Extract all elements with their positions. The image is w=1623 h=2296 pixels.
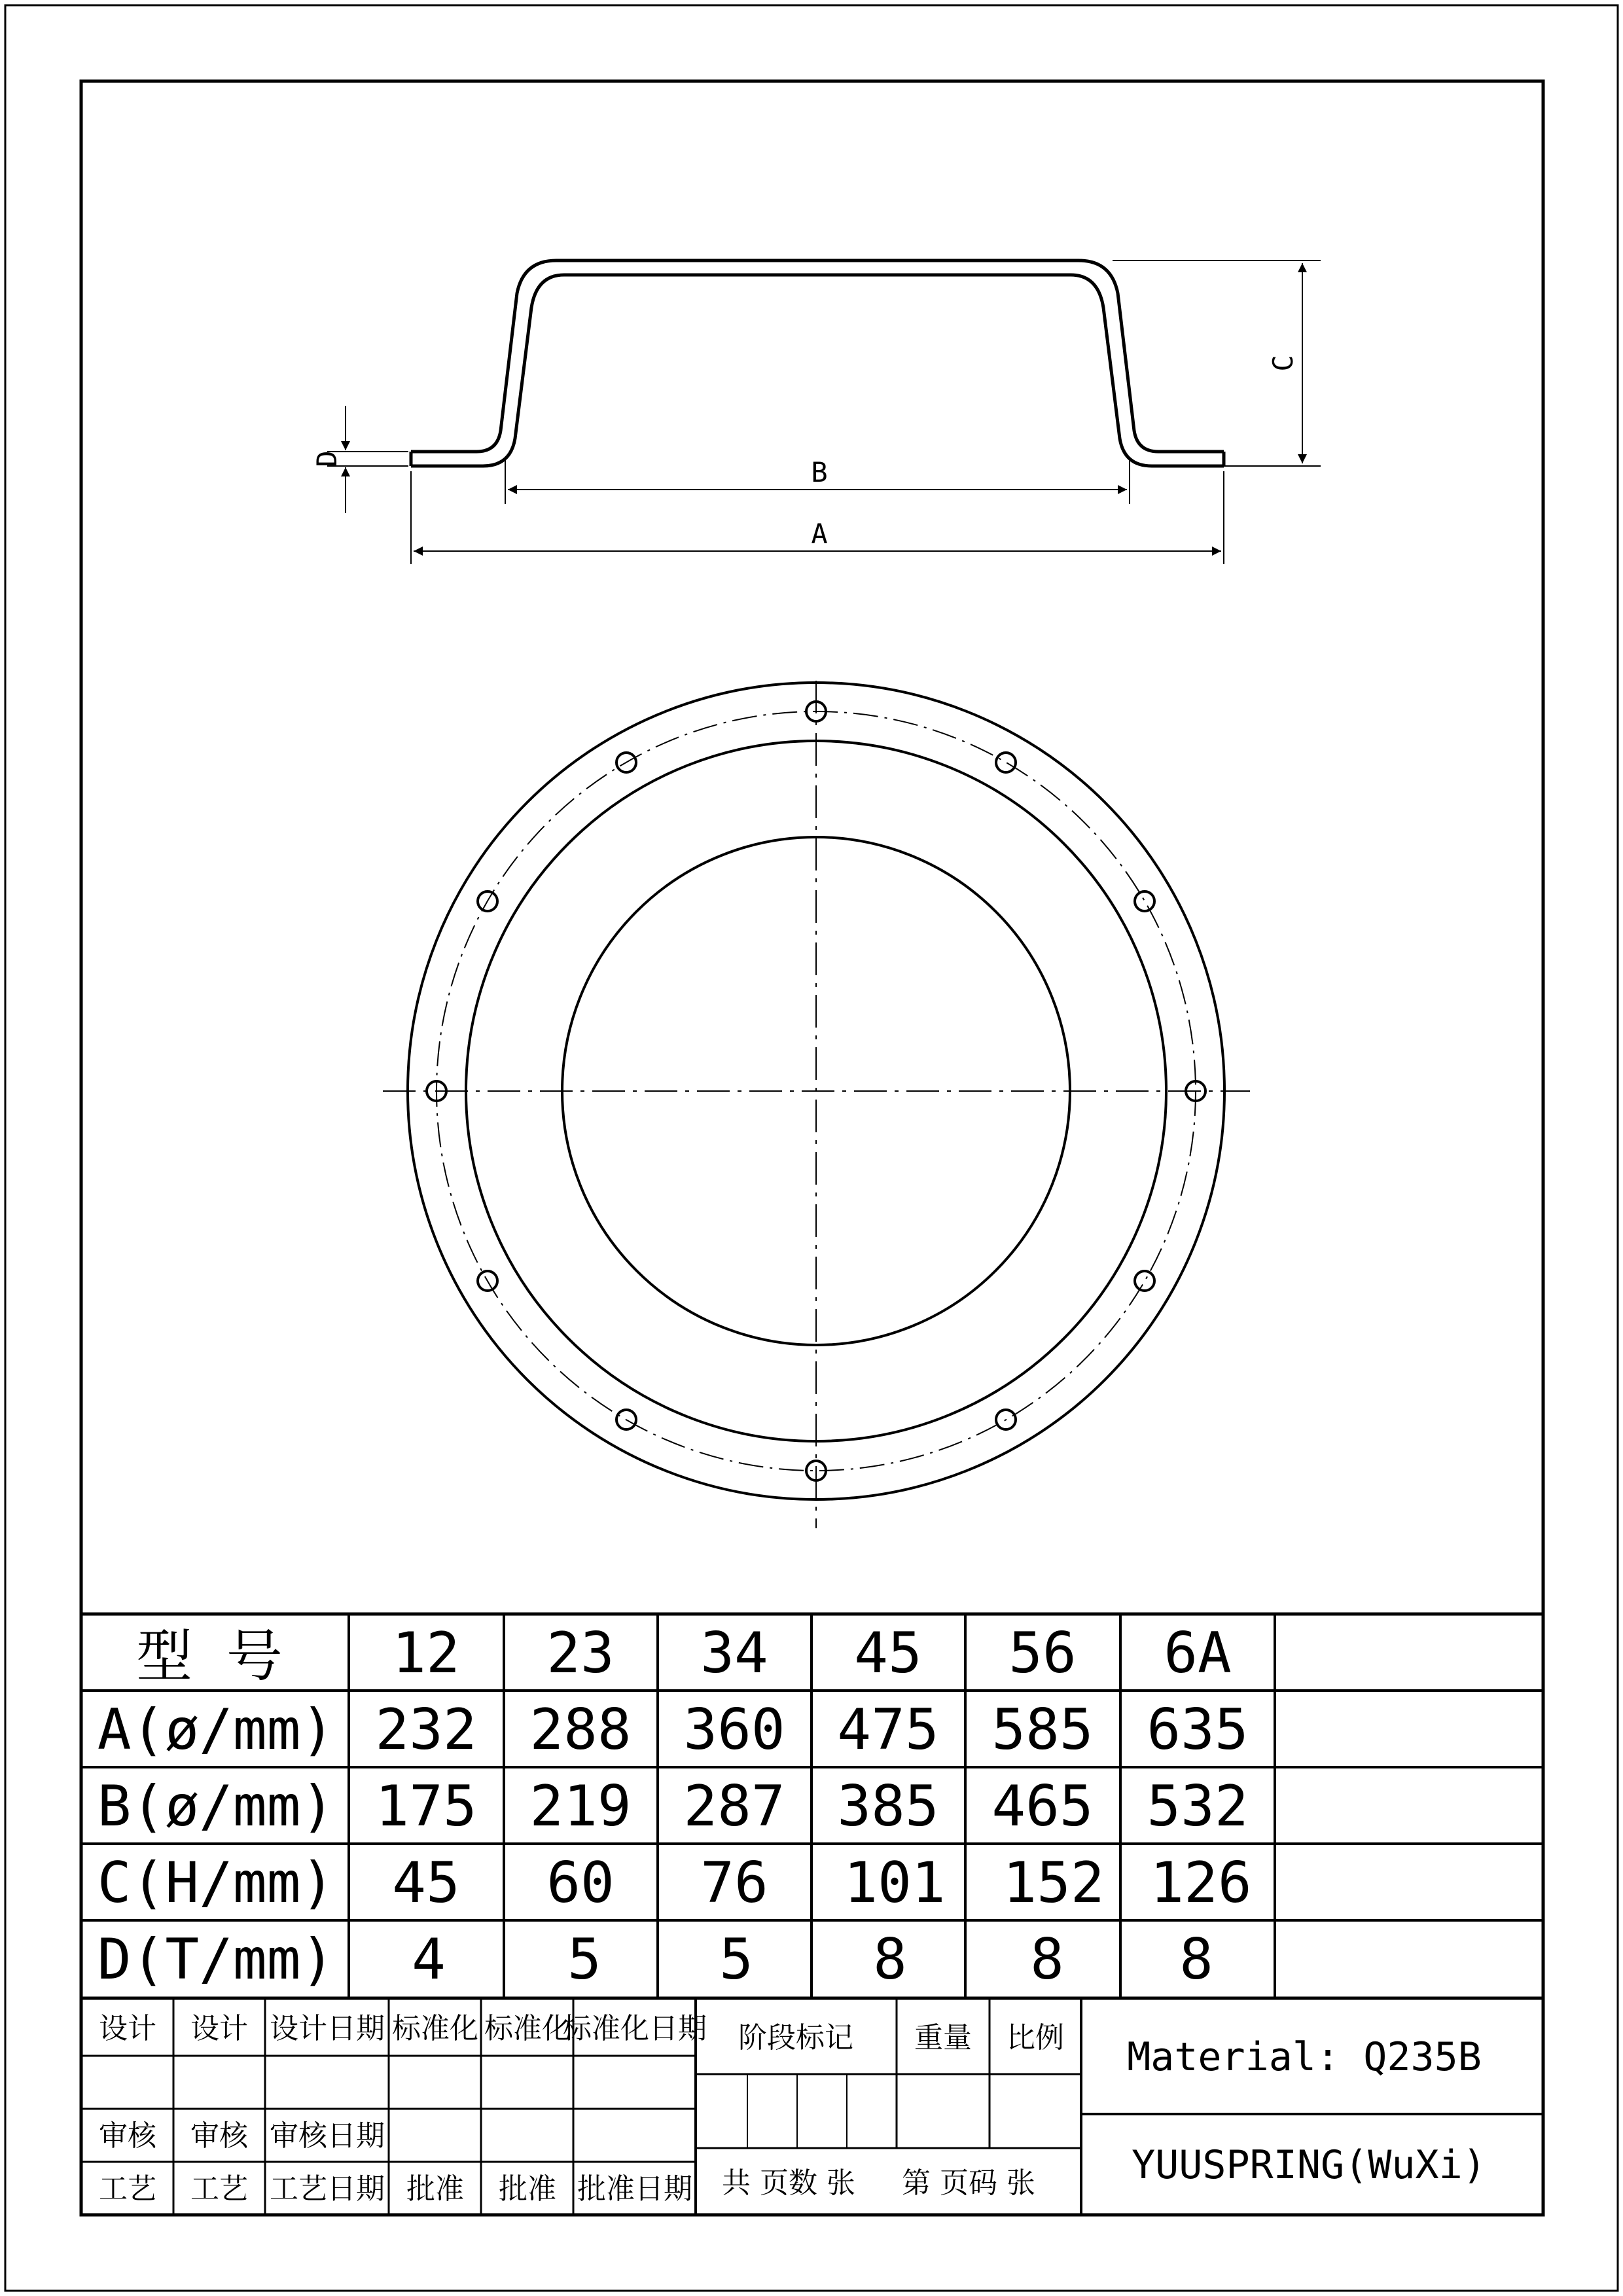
dim-label-c: C (1267, 355, 1299, 372)
cell-a-23: 288 (529, 1697, 632, 1763)
tb-approver-2: 批准 (499, 2172, 556, 2206)
tb-process-2: 工艺 (190, 2172, 248, 2206)
cell-b-56: 465 (991, 1774, 1094, 1839)
tb-weight: 重量 (914, 2021, 972, 2054)
spec-header-label: 型 号 (136, 1624, 283, 1689)
cell-d-12: 4 (412, 1927, 446, 1992)
model-56: 56 (1008, 1621, 1077, 1686)
cell-a-6a: 635 (1147, 1697, 1249, 1763)
tb-standardization: 标准化 (392, 2012, 478, 2045)
spec-table (81, 1614, 1543, 1998)
cell-a-45: 475 (837, 1697, 939, 1763)
cell-c-6a: 126 (1150, 1850, 1252, 1916)
model-6a: 6A (1164, 1621, 1232, 1686)
cell-b-6a: 532 (1147, 1774, 1249, 1839)
dim-label-d: D (311, 450, 343, 467)
cell-b-45: 385 (837, 1774, 939, 1839)
tb-reviewer-2: 审核 (190, 2119, 248, 2153)
cell-d-56: 8 (1030, 1927, 1064, 1992)
cell-c-45: 101 (844, 1850, 946, 1916)
cell-c-34: 76 (700, 1850, 768, 1916)
cell-b-34: 287 (683, 1774, 785, 1839)
cell-a-34: 360 (683, 1697, 785, 1763)
cell-d-23: 5 (567, 1927, 601, 1992)
model-23: 23 (546, 1621, 615, 1686)
tb-page-number: 第 页码 张 (902, 2166, 1035, 2200)
dim-label-a: A (811, 518, 828, 550)
tb-process-date: 工艺日期 (270, 2172, 385, 2206)
tb-total-pages: 共 页数 张 (722, 2166, 855, 2200)
cell-d-45: 8 (873, 1927, 907, 1992)
tb-review-date: 审核日期 (270, 2119, 385, 2153)
cell-b-12: 175 (375, 1774, 477, 1839)
tb-material: Material: Q235B (1127, 2034, 1482, 2080)
cell-c-56: 152 (1003, 1850, 1105, 1916)
cell-c-23: 60 (546, 1850, 615, 1916)
tb-approval-date: 批准日期 (577, 2172, 692, 2206)
plan-view (383, 681, 1250, 1528)
row-label-b: B(ø/mm) (97, 1774, 335, 1839)
row-label-c: C(H/mm) (97, 1850, 335, 1916)
bolt-hole (1135, 891, 1154, 911)
row-label-d: D(T/mm) (97, 1927, 335, 1992)
cell-a-56: 585 (991, 1697, 1094, 1763)
tb-designer-2: 设计 (190, 2012, 248, 2045)
cell-c-12: 45 (392, 1850, 460, 1916)
cell-a-12: 232 (375, 1697, 477, 1763)
title-block (81, 1998, 1543, 2215)
tb-approver: 批准 (406, 2172, 464, 2206)
cell-b-23: 219 (529, 1774, 632, 1839)
tb-process: 工艺 (99, 2172, 156, 2206)
dim-label-b: B (811, 456, 828, 488)
tb-scale: 比例 (1007, 2021, 1064, 2054)
model-45: 45 (854, 1621, 922, 1686)
model-34: 34 (700, 1621, 768, 1686)
tb-standardization-2: 标准化 (484, 2012, 571, 2045)
cell-d-6a: 8 (1179, 1927, 1213, 1992)
tb-standardization-date: 标准化日期 (563, 2012, 707, 2045)
cell-d-34: 5 (719, 1927, 753, 1992)
tb-design-date: 设计日期 (270, 2012, 385, 2045)
row-label-a: A(ø/mm) (97, 1697, 335, 1763)
tb-company: YUUSPRING(WuXi) (1132, 2142, 1486, 2188)
tb-stage-mark: 阶段标记 (738, 2021, 853, 2054)
tb-designer: 设计 (99, 2012, 156, 2045)
bolt-hole (1135, 1271, 1154, 1291)
tb-reviewer: 审核 (99, 2119, 156, 2153)
bolt-hole (996, 753, 1016, 772)
model-12: 12 (392, 1621, 460, 1686)
profile-view (311, 260, 1321, 564)
